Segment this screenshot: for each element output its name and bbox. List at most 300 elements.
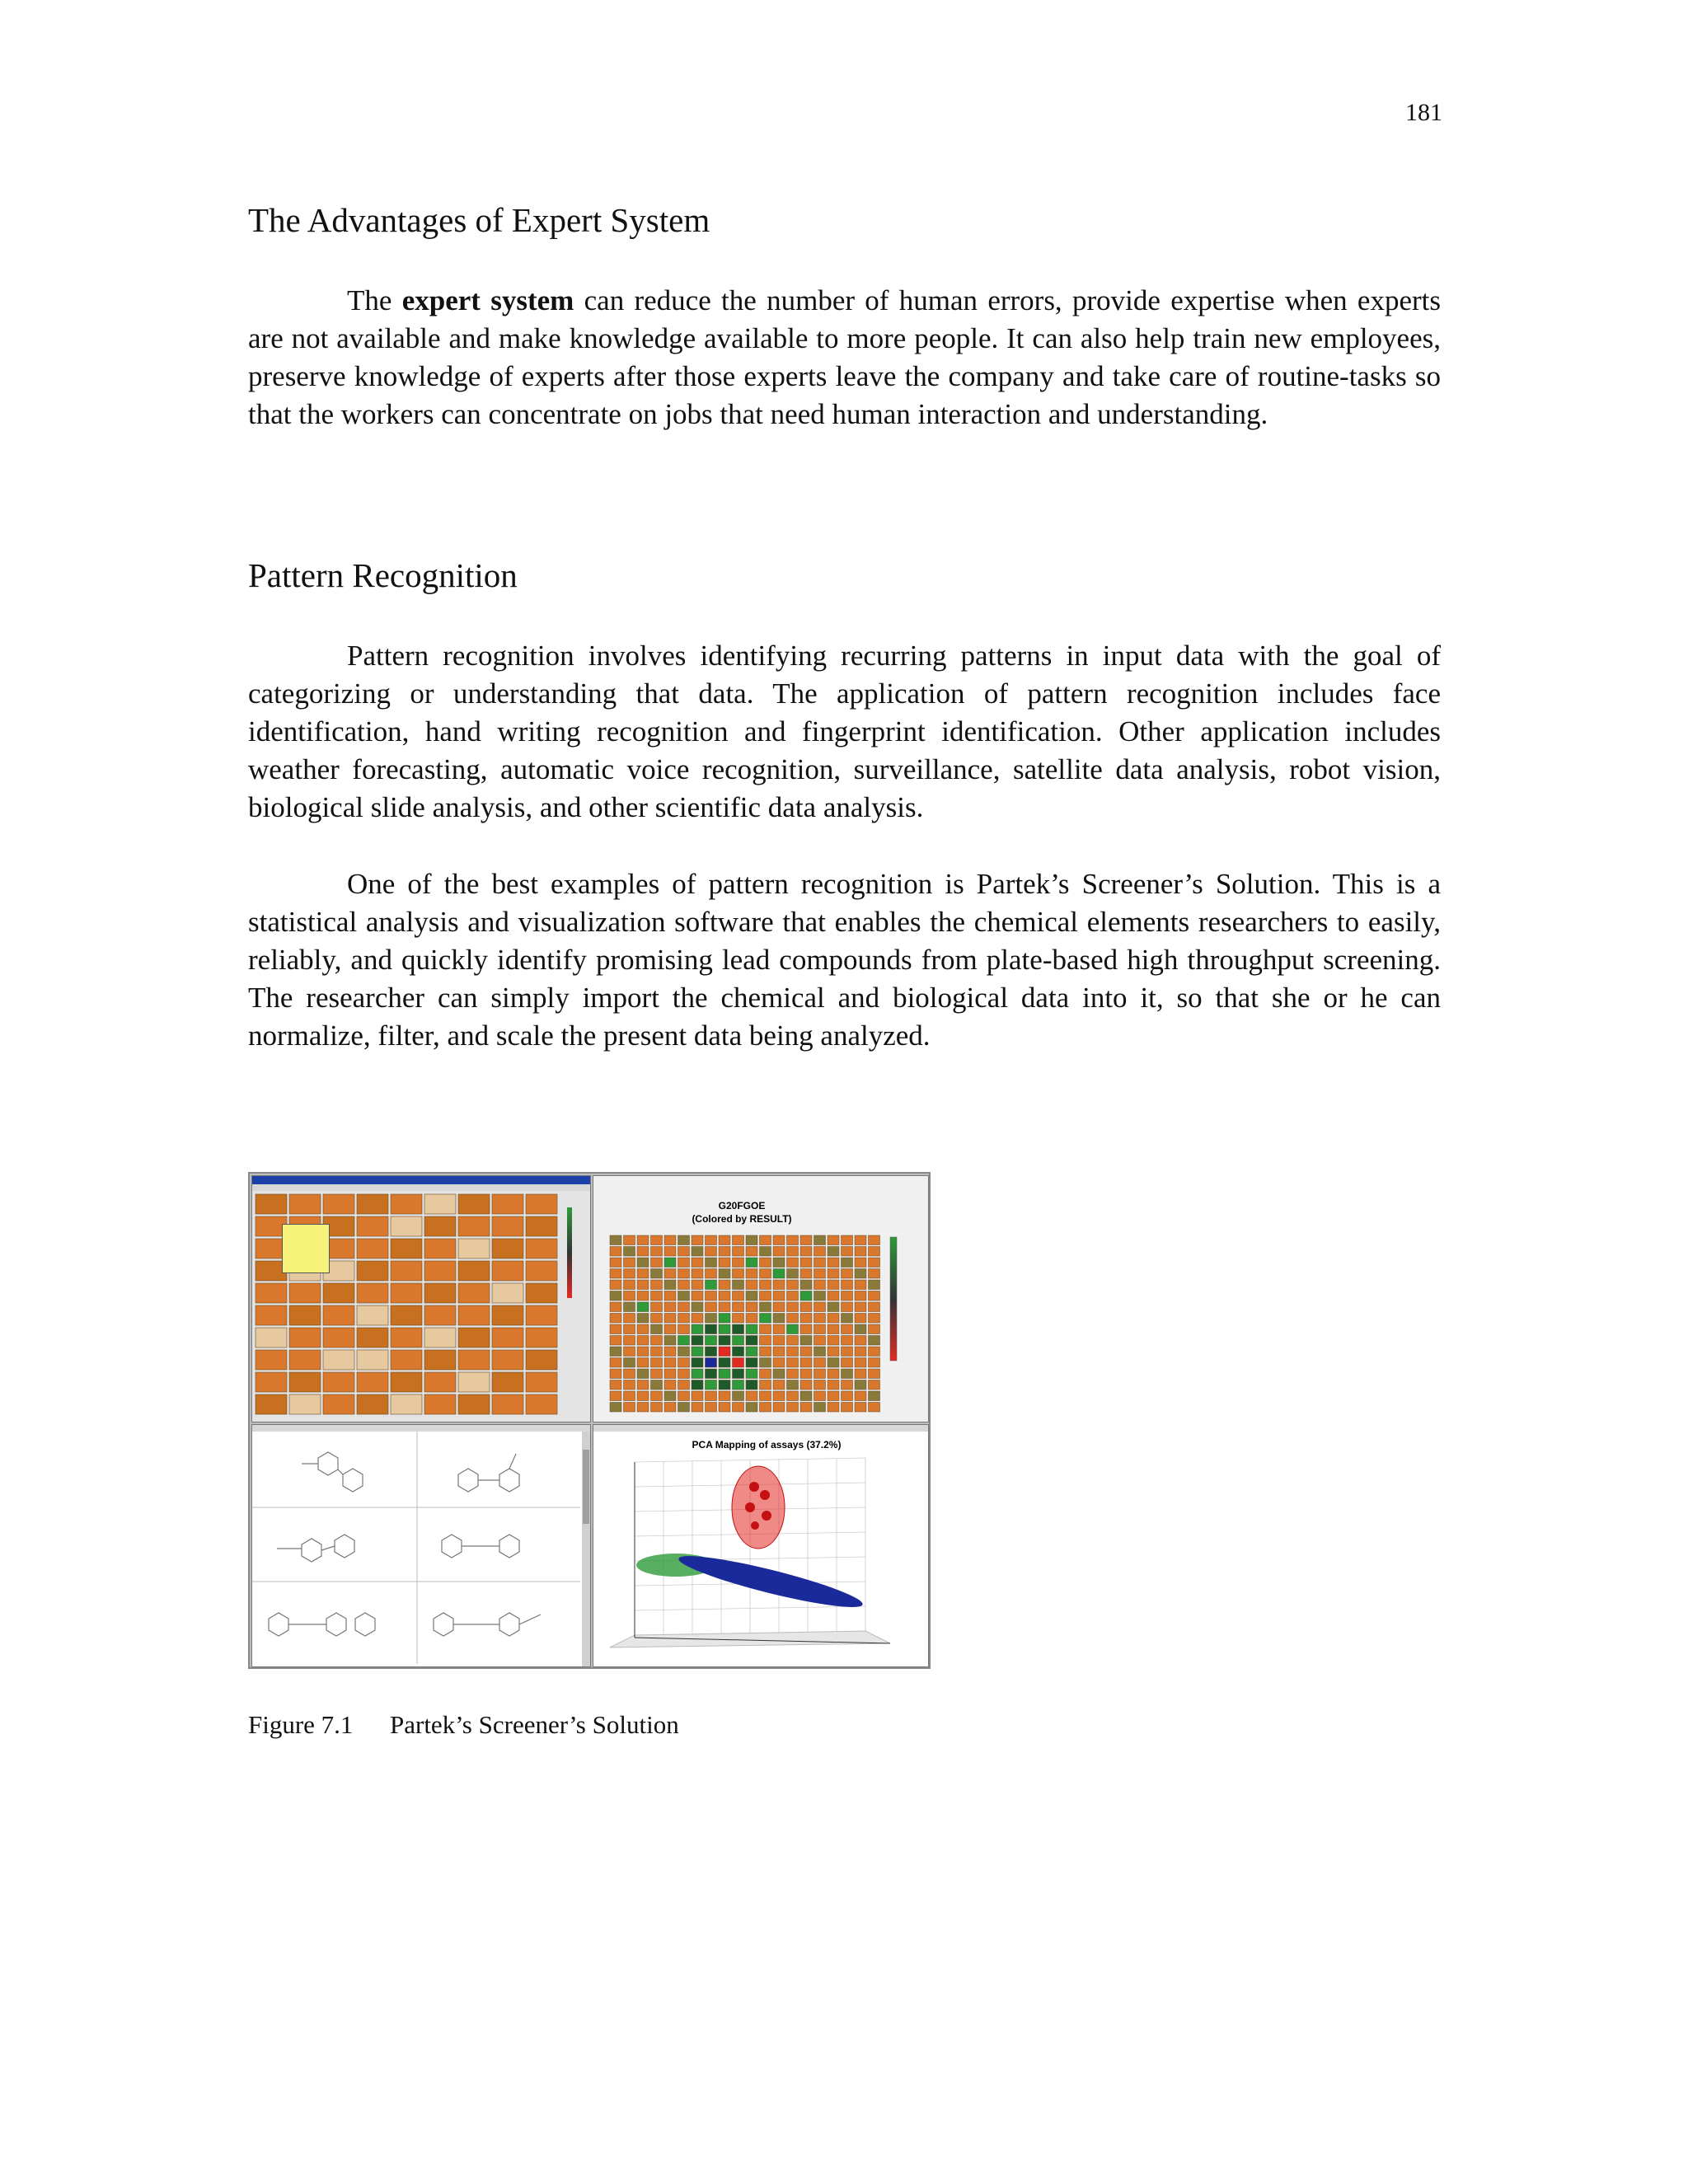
heatmap-well[interactable]: [664, 1358, 676, 1368]
heatmap-well[interactable]: [814, 1302, 826, 1312]
plate-thumbnail[interactable]: [424, 1239, 456, 1258]
plate-thumbnail[interactable]: [256, 1328, 287, 1347]
heatmap-well[interactable]: [828, 1391, 839, 1401]
heatmap-well[interactable]: [814, 1291, 826, 1301]
plate-thumbnail[interactable]: [256, 1194, 287, 1214]
heatmap-well[interactable]: [787, 1269, 799, 1279]
heatmap-well[interactable]: [828, 1369, 839, 1379]
heatmap-well[interactable]: [678, 1280, 690, 1290]
heatmap-well[interactable]: [855, 1235, 866, 1245]
heatmap-well[interactable]: [664, 1369, 676, 1379]
heatmap-well[interactable]: [719, 1280, 730, 1290]
heatmap-well[interactable]: [664, 1391, 676, 1401]
heatmap-well[interactable]: [869, 1280, 880, 1290]
heatmap-well[interactable]: [678, 1302, 690, 1312]
heatmap-well[interactable]: [610, 1336, 621, 1346]
heatmap-well[interactable]: [760, 1324, 771, 1334]
plate-thumbnail[interactable]: [357, 1216, 388, 1236]
heatmap-well[interactable]: [664, 1280, 676, 1290]
heatmap-well[interactable]: [855, 1280, 866, 1290]
heatmap-well[interactable]: [800, 1391, 812, 1401]
heatmap-well[interactable]: [787, 1291, 799, 1301]
plate-thumbnail[interactable]: [458, 1194, 490, 1214]
heatmap-well[interactable]: [719, 1347, 730, 1357]
heatmap-well[interactable]: [746, 1391, 757, 1401]
plate-thumbnail[interactable]: [357, 1350, 388, 1370]
plate-thumbnail[interactable]: [256, 1394, 287, 1414]
heatmap-well[interactable]: [814, 1258, 826, 1268]
heatmap-well[interactable]: [637, 1324, 649, 1334]
heatmap-well[interactable]: [787, 1391, 799, 1401]
heatmap-well[interactable]: [637, 1235, 649, 1245]
heatmap-well[interactable]: [746, 1235, 757, 1245]
heatmap-well[interactable]: [773, 1324, 785, 1334]
heatmap-well[interactable]: [678, 1347, 690, 1357]
heatmap-well[interactable]: [814, 1403, 826, 1413]
plate-thumbnail[interactable]: [289, 1194, 321, 1214]
heatmap-well[interactable]: [733, 1235, 744, 1245]
heatmap-well[interactable]: [706, 1380, 717, 1390]
plate-thumbnail[interactable]: [391, 1261, 422, 1281]
plate-thumbnail[interactable]: [357, 1239, 388, 1258]
heatmap-well[interactable]: [746, 1380, 757, 1390]
heatmap-well[interactable]: [773, 1369, 785, 1379]
heatmap-well[interactable]: [678, 1291, 690, 1301]
heatmap-well[interactable]: [855, 1369, 866, 1379]
heatmap-well[interactable]: [637, 1347, 649, 1357]
heatmap-well[interactable]: [733, 1302, 744, 1312]
plate-thumbnail[interactable]: [424, 1328, 456, 1347]
heatmap-well[interactable]: [787, 1280, 799, 1290]
heatmap-well[interactable]: [637, 1380, 649, 1390]
heatmap-well[interactable]: [624, 1380, 635, 1390]
plate-thumbnail[interactable]: [391, 1394, 422, 1414]
heatmap-well[interactable]: [855, 1403, 866, 1413]
heatmap-well[interactable]: [800, 1302, 812, 1312]
heatmap-well[interactable]: [651, 1280, 663, 1290]
heatmap-well[interactable]: [692, 1280, 703, 1290]
heatmap-well[interactable]: [869, 1324, 880, 1334]
heatmap-well[interactable]: [787, 1336, 799, 1346]
heatmap-well[interactable]: [869, 1347, 880, 1357]
heatmap-well[interactable]: [746, 1291, 757, 1301]
heatmap-well[interactable]: [664, 1235, 676, 1245]
heatmap-well[interactable]: [692, 1391, 703, 1401]
heatmap-well[interactable]: [869, 1235, 880, 1245]
heatmap-well[interactable]: [678, 1247, 690, 1257]
heatmap-well[interactable]: [651, 1247, 663, 1257]
plate-thumbnail[interactable]: [424, 1394, 456, 1414]
heatmap-well[interactable]: [814, 1314, 826, 1324]
heatmap-well[interactable]: [842, 1324, 853, 1334]
heatmap-well[interactable]: [664, 1314, 676, 1324]
heatmap-well[interactable]: [787, 1380, 799, 1390]
plate-thumbnail[interactable]: [458, 1350, 490, 1370]
heatmap-well[interactable]: [664, 1403, 676, 1413]
heatmap-well[interactable]: [773, 1314, 785, 1324]
heatmap-well[interactable]: [651, 1324, 663, 1334]
heatmap-well[interactable]: [624, 1235, 635, 1245]
heatmap-well[interactable]: [842, 1347, 853, 1357]
heatmap-well[interactable]: [828, 1347, 839, 1357]
heatmap-well[interactable]: [760, 1280, 771, 1290]
heatmap-well[interactable]: [624, 1324, 635, 1334]
heatmap-well[interactable]: [733, 1280, 744, 1290]
heatmap-well[interactable]: [869, 1358, 880, 1368]
heatmap-well[interactable]: [664, 1302, 676, 1312]
plate-thumbnail[interactable]: [256, 1350, 287, 1370]
heatmap-well[interactable]: [624, 1347, 635, 1357]
heatmap-well[interactable]: [828, 1302, 839, 1312]
heatmap-well[interactable]: [828, 1235, 839, 1245]
heatmap-well[interactable]: [664, 1269, 676, 1279]
heatmap-well[interactable]: [869, 1380, 880, 1390]
plate-thumbnail[interactable]: [323, 1194, 354, 1214]
heatmap-well[interactable]: [692, 1302, 703, 1312]
plate-thumbnail[interactable]: [492, 1350, 523, 1370]
heatmap-well[interactable]: [800, 1403, 812, 1413]
heatmap-well[interactable]: [842, 1302, 853, 1312]
heatmap-well[interactable]: [651, 1347, 663, 1357]
heatmap-well[interactable]: [678, 1258, 690, 1268]
plate-thumbnail[interactable]: [424, 1372, 456, 1392]
heatmap-well[interactable]: [787, 1347, 799, 1357]
heatmap-well[interactable]: [828, 1258, 839, 1268]
heatmap-well[interactable]: [855, 1314, 866, 1324]
heatmap-well[interactable]: [842, 1403, 853, 1413]
plate-thumbnail[interactable]: [391, 1350, 422, 1370]
heatmap-well[interactable]: [692, 1314, 703, 1324]
heatmap-well[interactable]: [706, 1403, 717, 1413]
heatmap-well[interactable]: [814, 1369, 826, 1379]
plate-thumbnail[interactable]: [526, 1328, 557, 1347]
plate-thumbnail[interactable]: [492, 1394, 523, 1414]
heatmap-well[interactable]: [842, 1247, 853, 1257]
plate-thumbnail[interactable]: [526, 1261, 557, 1281]
heatmap-well[interactable]: [692, 1324, 703, 1334]
plate-thumbnail[interactable]: [526, 1216, 557, 1236]
heatmap-well[interactable]: [814, 1391, 826, 1401]
heatmap-well[interactable]: [855, 1269, 866, 1279]
plate-thumbnail[interactable]: [458, 1283, 490, 1303]
heatmap-well[interactable]: [869, 1258, 880, 1268]
heatmap-well[interactable]: [637, 1291, 649, 1301]
heatmap-well[interactable]: [624, 1403, 635, 1413]
heatmap-well[interactable]: [814, 1336, 826, 1346]
plate-thumbnail[interactable]: [289, 1350, 321, 1370]
plate-thumbnail[interactable]: [492, 1261, 523, 1281]
heatmap-well[interactable]: [719, 1302, 730, 1312]
heatmap-well[interactable]: [719, 1269, 730, 1279]
heatmap-well[interactable]: [624, 1247, 635, 1257]
heatmap-well[interactable]: [678, 1403, 690, 1413]
heatmap-well[interactable]: [855, 1347, 866, 1357]
heatmap-well[interactable]: [814, 1235, 826, 1245]
heatmap-well[interactable]: [760, 1258, 771, 1268]
plate-thumbnail[interactable]: [391, 1372, 422, 1392]
plate-thumbnail[interactable]: [357, 1394, 388, 1414]
heatmap-well[interactable]: [746, 1403, 757, 1413]
plate-thumbnail[interactable]: [289, 1328, 321, 1347]
heatmap-well[interactable]: [651, 1291, 663, 1301]
heatmap-well[interactable]: [760, 1358, 771, 1368]
heatmap-well[interactable]: [828, 1336, 839, 1346]
plate-thumbnail[interactable]: [357, 1261, 388, 1281]
plate-thumbnail[interactable]: [323, 1283, 354, 1303]
heatmap-well[interactable]: [706, 1258, 717, 1268]
heatmap-well[interactable]: [637, 1258, 649, 1268]
heatmap-well[interactable]: [637, 1314, 649, 1324]
heatmap-well[interactable]: [760, 1247, 771, 1257]
heatmap-well[interactable]: [855, 1380, 866, 1390]
heatmap-well[interactable]: [651, 1391, 663, 1401]
plate-thumbnail[interactable]: [289, 1305, 321, 1325]
heatmap-well[interactable]: [787, 1358, 799, 1368]
heatmap-well[interactable]: [651, 1235, 663, 1245]
heatmap-well[interactable]: [678, 1380, 690, 1390]
heatmap-well[interactable]: [624, 1391, 635, 1401]
heatmap-well[interactable]: [610, 1347, 621, 1357]
heatmap-well[interactable]: [814, 1358, 826, 1368]
heatmap-well[interactable]: [855, 1391, 866, 1401]
heatmap-well[interactable]: [733, 1403, 744, 1413]
heatmap-well[interactable]: [610, 1235, 621, 1245]
heatmap-well[interactable]: [637, 1280, 649, 1290]
plate-thumbnail[interactable]: [357, 1328, 388, 1347]
heatmap-well[interactable]: [678, 1324, 690, 1334]
heatmap-well[interactable]: [760, 1336, 771, 1346]
heatmap-well[interactable]: [828, 1247, 839, 1257]
heatmap-well[interactable]: [651, 1302, 663, 1312]
heatmap-well[interactable]: [773, 1269, 785, 1279]
heatmap-well[interactable]: [624, 1358, 635, 1368]
heatmap-well[interactable]: [869, 1391, 880, 1401]
plate-thumbnail[interactable]: [458, 1305, 490, 1325]
heatmap-well[interactable]: [855, 1247, 866, 1257]
plate-thumbnail[interactable]: [458, 1261, 490, 1281]
heatmap-well[interactable]: [828, 1403, 839, 1413]
plate-thumbnail[interactable]: [289, 1283, 321, 1303]
heatmap-well[interactable]: [706, 1314, 717, 1324]
heatmap-well[interactable]: [787, 1302, 799, 1312]
plate-thumbnail[interactable]: [458, 1372, 490, 1392]
plate-thumbnail[interactable]: [526, 1372, 557, 1392]
heatmap-well[interactable]: [733, 1336, 744, 1346]
heatmap-well[interactable]: [719, 1291, 730, 1301]
heatmap-well[interactable]: [692, 1358, 703, 1368]
plate-thumbnail[interactable]: [323, 1328, 354, 1347]
heatmap-well[interactable]: [706, 1291, 717, 1301]
heatmap-well[interactable]: [706, 1358, 717, 1368]
heatmap-well[interactable]: [787, 1324, 799, 1334]
heatmap-well[interactable]: [746, 1258, 757, 1268]
heatmap-well[interactable]: [842, 1369, 853, 1379]
heatmap-well[interactable]: [828, 1380, 839, 1390]
heatmap-well[interactable]: [842, 1269, 853, 1279]
heatmap-well[interactable]: [787, 1403, 799, 1413]
heatmap-well[interactable]: [719, 1391, 730, 1401]
plate-thumbnail[interactable]: [492, 1216, 523, 1236]
heatmap-well[interactable]: [637, 1358, 649, 1368]
plate-thumbnail[interactable]: [391, 1305, 422, 1325]
heatmap-well[interactable]: [800, 1235, 812, 1245]
heatmap-well[interactable]: [610, 1391, 621, 1401]
heatmap-well[interactable]: [610, 1258, 621, 1268]
heatmap-well[interactable]: [678, 1336, 690, 1346]
heatmap-well[interactable]: [719, 1403, 730, 1413]
heatmap-well[interactable]: [746, 1247, 757, 1257]
heatmap-well[interactable]: [651, 1369, 663, 1379]
plate-thumbnail[interactable]: [492, 1372, 523, 1392]
heatmap-well[interactable]: [624, 1314, 635, 1324]
heatmap-well[interactable]: [842, 1391, 853, 1401]
heatmap-well[interactable]: [760, 1235, 771, 1245]
heatmap-well[interactable]: [869, 1314, 880, 1324]
heatmap-well[interactable]: [855, 1336, 866, 1346]
heatmap-well[interactable]: [692, 1269, 703, 1279]
heatmap-well[interactable]: [828, 1291, 839, 1301]
heatmap-well[interactable]: [869, 1269, 880, 1279]
heatmap-well[interactable]: [773, 1247, 785, 1257]
heatmap-well[interactable]: [651, 1258, 663, 1268]
plate-thumbnail[interactable]: [492, 1305, 523, 1325]
heatmap-well[interactable]: [842, 1358, 853, 1368]
plate-thumbnail[interactable]: [458, 1239, 490, 1258]
heatmap-well[interactable]: [842, 1280, 853, 1290]
plate-thumbnail[interactable]: [424, 1283, 456, 1303]
heatmap-well[interactable]: [719, 1324, 730, 1334]
heatmap-well[interactable]: [814, 1324, 826, 1334]
heatmap-well[interactable]: [610, 1291, 621, 1301]
heatmap-well[interactable]: [637, 1269, 649, 1279]
heatmap-well[interactable]: [828, 1314, 839, 1324]
heatmap-well[interactable]: [624, 1369, 635, 1379]
plate-thumbnail[interactable]: [256, 1372, 287, 1392]
heatmap-well[interactable]: [692, 1336, 703, 1346]
heatmap-well[interactable]: [692, 1258, 703, 1268]
heatmap-well[interactable]: [746, 1280, 757, 1290]
plate-thumbnail[interactable]: [492, 1239, 523, 1258]
heatmap-well[interactable]: [855, 1324, 866, 1334]
heatmap-well[interactable]: [610, 1247, 621, 1257]
heatmap-well[interactable]: [706, 1324, 717, 1334]
heatmap-well[interactable]: [678, 1391, 690, 1401]
heatmap-well[interactable]: [692, 1347, 703, 1357]
heatmap-well[interactable]: [624, 1258, 635, 1268]
heatmap-well[interactable]: [610, 1380, 621, 1390]
heatmap-well[interactable]: [746, 1336, 757, 1346]
heatmap-well[interactable]: [733, 1291, 744, 1301]
heatmap-well[interactable]: [610, 1358, 621, 1368]
heatmap-well[interactable]: [746, 1269, 757, 1279]
heatmap-well[interactable]: [746, 1369, 757, 1379]
heatmap-well[interactable]: [869, 1302, 880, 1312]
heatmap-well[interactable]: [869, 1247, 880, 1257]
heatmap-well[interactable]: [651, 1358, 663, 1368]
plate-thumbnail[interactable]: [323, 1350, 354, 1370]
plate-thumbnail[interactable]: [357, 1283, 388, 1303]
heatmap-well[interactable]: [842, 1380, 853, 1390]
heatmap-well[interactable]: [814, 1280, 826, 1290]
plate-thumbnail[interactable]: [526, 1239, 557, 1258]
heatmap-well[interactable]: [800, 1314, 812, 1324]
heatmap-well[interactable]: [760, 1391, 771, 1401]
heatmap-well[interactable]: [706, 1347, 717, 1357]
plate-thumbnail[interactable]: [289, 1372, 321, 1392]
plate-thumbnail[interactable]: [391, 1328, 422, 1347]
heatmap-well[interactable]: [773, 1380, 785, 1390]
heatmap-well[interactable]: [664, 1324, 676, 1334]
heatmap-well[interactable]: [692, 1380, 703, 1390]
heatmap-well[interactable]: [828, 1358, 839, 1368]
heatmap-well[interactable]: [760, 1380, 771, 1390]
heatmap-well[interactable]: [773, 1347, 785, 1357]
heatmap-well[interactable]: [719, 1358, 730, 1368]
heatmap-well[interactable]: [733, 1247, 744, 1257]
heatmap-well[interactable]: [678, 1314, 690, 1324]
heatmap-well[interactable]: [814, 1247, 826, 1257]
heatmap-well[interactable]: [869, 1369, 880, 1379]
plate-thumbnail[interactable]: [391, 1239, 422, 1258]
heatmap-well[interactable]: [651, 1380, 663, 1390]
plate-thumbnail[interactable]: [289, 1394, 321, 1414]
heatmap-well[interactable]: [800, 1291, 812, 1301]
plate-thumbnail[interactable]: [323, 1394, 354, 1414]
heatmap-well[interactable]: [692, 1403, 703, 1413]
heatmap-well[interactable]: [651, 1269, 663, 1279]
heatmap-well[interactable]: [624, 1291, 635, 1301]
heatmap-well[interactable]: [746, 1358, 757, 1368]
heatmap-well[interactable]: [869, 1291, 880, 1301]
heatmap-well[interactable]: [773, 1235, 785, 1245]
heatmap-well[interactable]: [828, 1269, 839, 1279]
heatmap-well[interactable]: [637, 1403, 649, 1413]
plate-thumbnail[interactable]: [424, 1261, 456, 1281]
heatmap-well[interactable]: [664, 1247, 676, 1257]
heatmap-well[interactable]: [842, 1258, 853, 1268]
heatmap-well[interactable]: [787, 1314, 799, 1324]
heatmap-well[interactable]: [706, 1235, 717, 1245]
heatmap-well[interactable]: [787, 1235, 799, 1245]
plate-thumbnail[interactable]: [391, 1216, 422, 1236]
heatmap-well[interactable]: [719, 1247, 730, 1257]
heatmap-well[interactable]: [814, 1380, 826, 1390]
heatmap-well[interactable]: [624, 1336, 635, 1346]
heatmap-well[interactable]: [842, 1235, 853, 1245]
heatmap-well[interactable]: [800, 1258, 812, 1268]
heatmap-well[interactable]: [637, 1247, 649, 1257]
heatmap-well[interactable]: [706, 1302, 717, 1312]
plate-thumbnail[interactable]: [424, 1194, 456, 1214]
heatmap-well[interactable]: [855, 1358, 866, 1368]
heatmap-well[interactable]: [664, 1380, 676, 1390]
heatmap-well[interactable]: [651, 1403, 663, 1413]
heatmap-well[interactable]: [855, 1258, 866, 1268]
heatmap-well[interactable]: [760, 1302, 771, 1312]
plate-thumbnail[interactable]: [256, 1305, 287, 1325]
plate-thumbnail[interactable]: [492, 1283, 523, 1303]
heatmap-well[interactable]: [664, 1258, 676, 1268]
heatmap-well[interactable]: [800, 1358, 812, 1368]
heatmap-well[interactable]: [800, 1280, 812, 1290]
heatmap-well[interactable]: [773, 1358, 785, 1368]
heatmap-well[interactable]: [664, 1347, 676, 1357]
heatmap-well[interactable]: [787, 1247, 799, 1257]
heatmap-well[interactable]: [719, 1235, 730, 1245]
heatmap-well[interactable]: [624, 1269, 635, 1279]
heatmap-well[interactable]: [800, 1380, 812, 1390]
heatmap-well[interactable]: [746, 1324, 757, 1334]
